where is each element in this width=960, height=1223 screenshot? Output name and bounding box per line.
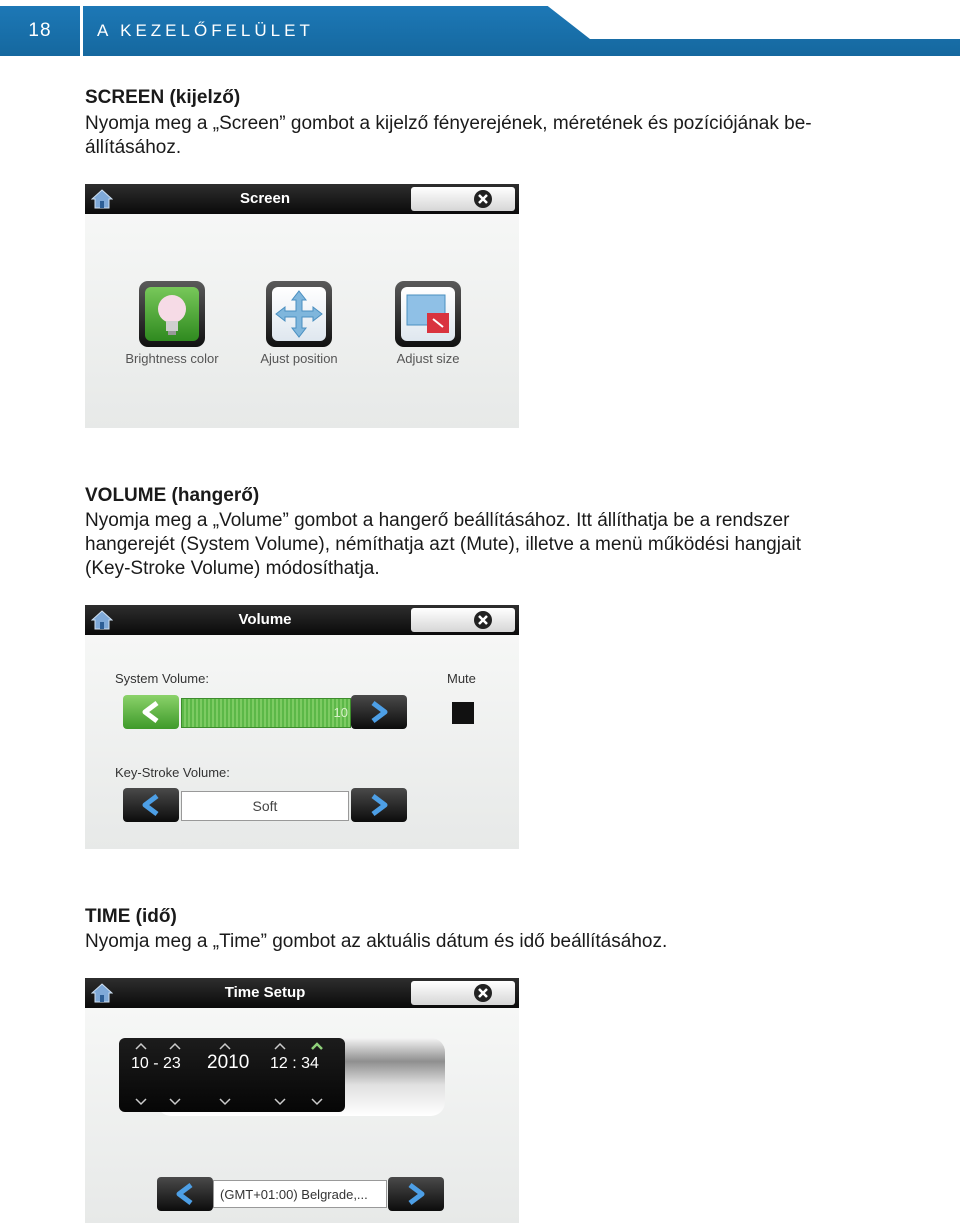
chevron-right-icon bbox=[367, 794, 391, 816]
brightness-color-label: Brightness color bbox=[125, 351, 219, 366]
title-bar bbox=[85, 978, 519, 1008]
caret-up-icon[interactable] bbox=[274, 1042, 286, 1050]
body-line: (Key-Stroke Volume) módosíthatja. bbox=[85, 558, 380, 579]
section-title-screen: SCREEN (kijelző) bbox=[85, 87, 241, 108]
caret-up-icon[interactable] bbox=[169, 1042, 181, 1050]
date-value: 10 - 23 bbox=[131, 1055, 181, 1072]
volume-increase-button[interactable] bbox=[351, 695, 407, 729]
chevron-right-icon bbox=[367, 701, 391, 723]
chapter-title: A KEZELŐFELÜLET bbox=[97, 21, 314, 40]
system-volume-label: System Volume: bbox=[115, 671, 209, 686]
brightness-color-button[interactable] bbox=[139, 281, 205, 347]
year-value: 2010 bbox=[207, 1052, 250, 1073]
timezone-next-button[interactable] bbox=[388, 1177, 444, 1211]
keystroke-volume-label: Key-Stroke Volume: bbox=[115, 765, 230, 780]
move-arrows-icon bbox=[272, 287, 326, 341]
screen-body bbox=[85, 214, 519, 428]
screen-settings-screenshot bbox=[85, 184, 519, 428]
caret-down-icon[interactable] bbox=[274, 1098, 286, 1106]
section-body-screen bbox=[85, 112, 860, 160]
close-icon bbox=[473, 610, 493, 630]
timezone-prev-button[interactable] bbox=[157, 1177, 213, 1211]
header-divider bbox=[80, 6, 83, 56]
adjust-position-button[interactable] bbox=[266, 281, 332, 347]
system-volume-slider[interactable] bbox=[181, 698, 351, 728]
screen-title: Screen bbox=[239, 190, 291, 207]
time-value: 12 : 34 bbox=[270, 1055, 319, 1072]
adjust-size-button[interactable] bbox=[395, 281, 461, 347]
datetime-picker[interactable] bbox=[119, 1038, 345, 1112]
close-button[interactable] bbox=[411, 981, 515, 1005]
chevron-left-icon bbox=[173, 1183, 197, 1205]
close-icon bbox=[473, 983, 493, 1003]
caret-up-icon[interactable] bbox=[219, 1042, 231, 1050]
caret-down-icon[interactable] bbox=[135, 1098, 147, 1106]
lightbulb-icon bbox=[145, 287, 199, 341]
volume-title: Volume bbox=[238, 611, 292, 628]
keystroke-volume-value: Soft bbox=[181, 791, 349, 821]
caret-down-icon[interactable] bbox=[169, 1098, 181, 1106]
section-body-volume bbox=[85, 509, 860, 581]
keystroke-increase-button[interactable] bbox=[351, 788, 407, 822]
caret-down-icon[interactable] bbox=[219, 1098, 231, 1106]
body-line: Nyomja meg a „Volume” gombot a hangerő beállításához. Itt állíthatja be a rendszer bbox=[85, 510, 790, 531]
resize-icon bbox=[401, 287, 455, 341]
section-title-volume: VOLUME (hangerő) bbox=[85, 485, 260, 506]
caret-up-icon[interactable] bbox=[311, 1042, 323, 1050]
close-button[interactable] bbox=[411, 187, 515, 211]
volume-body bbox=[85, 635, 519, 849]
time-setup-title: Time Setup bbox=[224, 984, 306, 1001]
volume-settings-screenshot bbox=[85, 605, 519, 849]
body-line: állításához. bbox=[85, 137, 182, 158]
body-line: Nyomja meg a „Screen” gombot a kijelző fényerejének, méretének és pozíciójának be- bbox=[85, 113, 812, 134]
time-setup-screenshot bbox=[85, 978, 519, 1223]
page-number: 18 bbox=[28, 20, 52, 41]
system-volume-value: 10 bbox=[333, 705, 348, 720]
caret-down-icon[interactable] bbox=[311, 1098, 323, 1106]
keystroke-decrease-button[interactable] bbox=[123, 788, 179, 822]
mute-checkbox[interactable] bbox=[452, 702, 474, 724]
mute-label: Mute bbox=[447, 671, 476, 686]
section-body-time bbox=[85, 930, 860, 954]
chevron-left-icon bbox=[139, 701, 163, 723]
page-header bbox=[0, 0, 960, 57]
header-white-cut bbox=[540, 0, 960, 39]
time-body bbox=[85, 1008, 519, 1223]
title-bar bbox=[85, 605, 519, 635]
close-button[interactable] bbox=[411, 608, 515, 632]
section-title-time: TIME (idő) bbox=[85, 906, 177, 927]
caret-up-icon[interactable] bbox=[135, 1042, 147, 1050]
close-icon bbox=[473, 189, 493, 209]
body-line: hangerejét (System Volume), némíthatja azt (Mute), illetve a menü működési hangjait bbox=[85, 534, 802, 555]
chevron-left-icon bbox=[139, 794, 163, 816]
volume-decrease-button[interactable] bbox=[123, 695, 179, 729]
title-bar bbox=[85, 184, 519, 214]
adjust-size-label: Adjust size bbox=[396, 351, 460, 366]
body-line: Nyomja meg a „Time” gombot az aktuális dátum és idő beállításához. bbox=[85, 931, 668, 952]
chevron-right-icon bbox=[404, 1183, 428, 1205]
adjust-position-label: Ajust position bbox=[260, 351, 338, 366]
timezone-value: (GMT+01:00) Belgrade,... bbox=[213, 1180, 387, 1208]
